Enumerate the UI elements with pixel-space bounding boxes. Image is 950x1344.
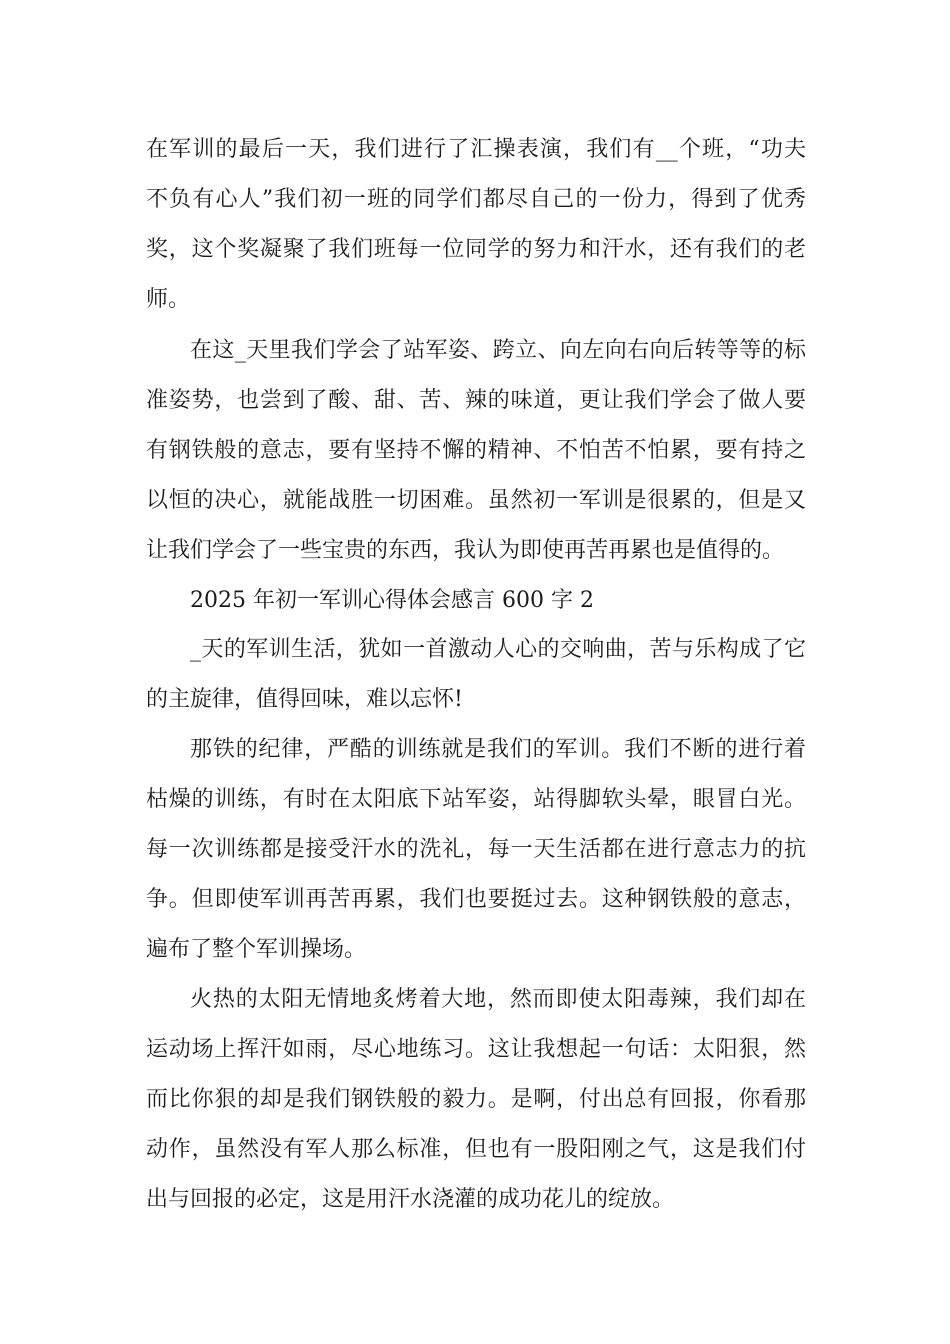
paragraph-4-line-5: 遍布了整个军训操场。 xyxy=(146,937,367,962)
paragraph-2-line-3: 有钢铁般的意志，要有坚持不懈的精神、不怕苦不怕累，要有持之 xyxy=(146,438,806,463)
paragraph-1-line-4: 师。 xyxy=(146,287,191,312)
section-heading: 2025 年初一军训心得体会感言 600 字 2 xyxy=(190,588,594,613)
paragraph-5-line-2: 运动场上挥汗如雨，尽心地练习。这让我想起一句话：太阳狠，然 xyxy=(146,1037,806,1062)
paragraph-3-line-2: 的主旋律，值得回味，难以忘怀! xyxy=(146,687,463,712)
paragraph-4-line-4: 争。但即使军训再苦再累，我们也要挺过去。这种钢铁般的意志， xyxy=(146,887,806,912)
paragraph-5-line-1: 火热的太阳无情地炙烤着大地，然而即使太阳毒辣，我们却在 xyxy=(190,987,806,1012)
paragraph-2-line-4: 以恒的决心，就能战胜一切困难。虽然初一军训是很累的，但是又 xyxy=(146,488,806,513)
paragraph-4-line-2: 枯燥的训练，有时在太阳底下站军姿，站得脚软头晕，眼冒白光。 xyxy=(146,787,806,812)
paragraph-3-line-1: _天的军训生活，犹如一首激动人心的交响曲，苦与乐构成了它 xyxy=(190,637,806,662)
paragraph-1-line-3: 奖，这个奖凝聚了我们班每一位同学的努力和汗水，还有我们的老 xyxy=(146,237,806,262)
paragraph-1-line-1: 在军训的最后一天，我们进行了汇操表演，我们有__个班，“功夫 xyxy=(146,137,806,162)
paragraph-2-line-2: 准姿势，也尝到了酸、甜、苦、辣的味道，更让我们学会了做人要 xyxy=(146,388,806,413)
paragraph-4-line-3: 每一次训练都是接受汗水的洗礼，每一天生活都在进行意志力的抗 xyxy=(146,837,806,862)
paragraph-1-line-2: 不负有心人”我们初一班的同学们都尽自己的一份力，得到了优秀 xyxy=(146,187,806,212)
paragraph-2-line-1: 在这_天里我们学会了站军姿、跨立、向左向右向后转等等的标 xyxy=(190,338,806,363)
paragraph-4-line-1: 那铁的纪律，严酷的训练就是我们的军训。我们不断的进行着 xyxy=(190,737,806,762)
paragraph-5-line-4: 动作，虽然没有军人那么标准，但也有一股阳刚之气，这是我们付 xyxy=(146,1137,806,1162)
paragraph-5-line-5: 出与回报的必定，这是用汗水浇灌的成功花儿的绽放。 xyxy=(146,1187,675,1212)
paragraph-5-line-3: 而比你狠的却是我们钢铁般的毅力。是啊，付出总有回报，你看那 xyxy=(146,1087,806,1112)
paragraph-2-line-5: 让我们学会了一些宝贵的东西，我认为即使再苦再累也是值得的。 xyxy=(146,538,785,563)
